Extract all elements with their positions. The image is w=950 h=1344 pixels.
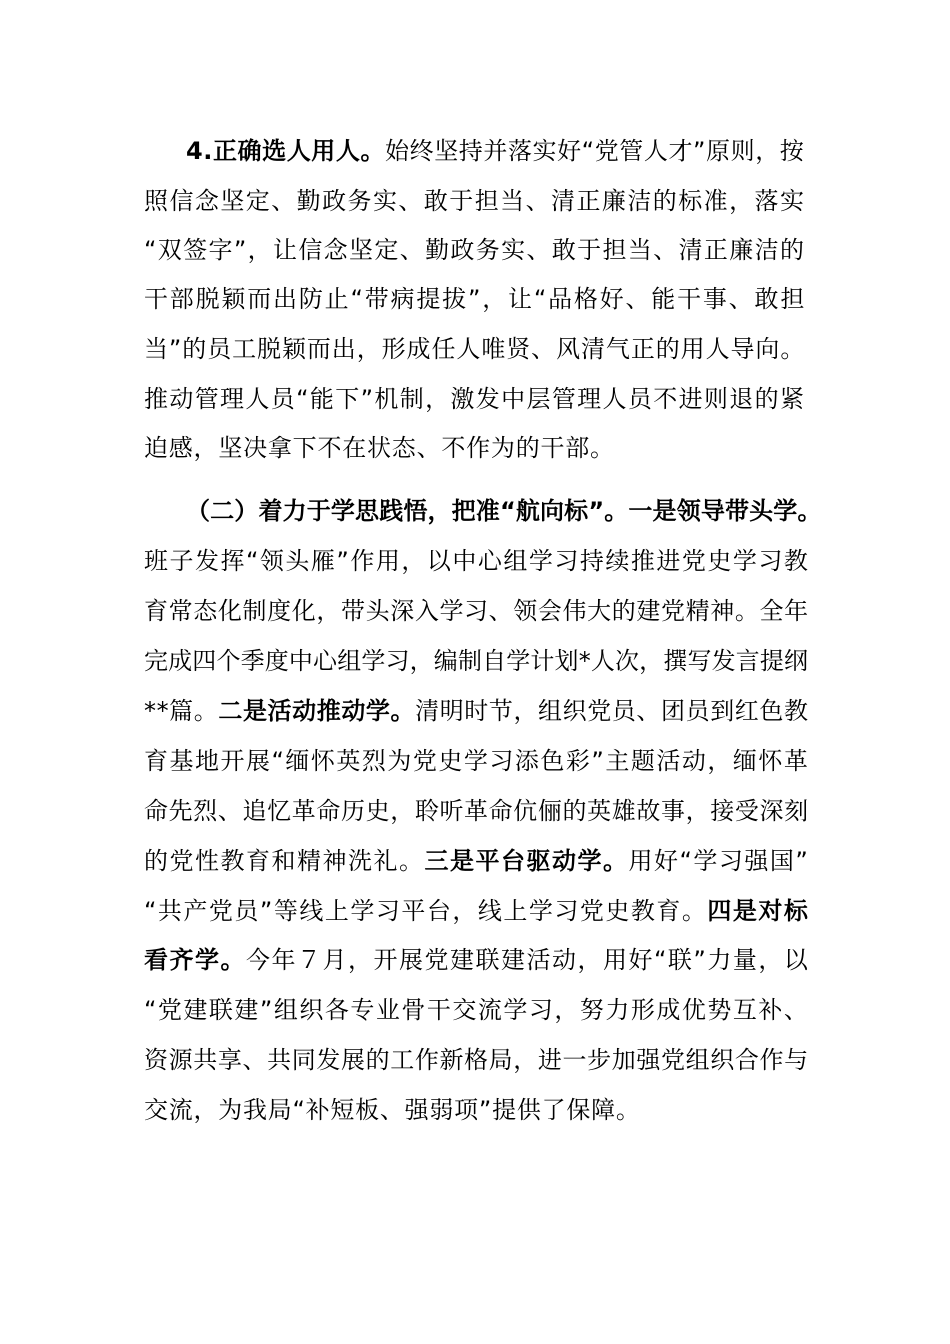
line-text: 今年７月，开展党建联建活动，用好“联”力量，以: [246, 946, 810, 974]
heading-select-people: 4.正确选人用人。: [186, 137, 386, 165]
line-text: 用好“学习强国”: [628, 847, 810, 875]
line-text: 育常态化制度化，带头深入学习、领会伟大的建党精神。全年: [144, 597, 809, 625]
text-line-5: [144, 334, 805, 364]
line-text: 干部脱颖而出防止“带病提拔”，让“品格好、能干事、敢担: [144, 285, 807, 313]
text-line-19: [144, 1045, 809, 1075]
line-text: 始终坚持并落实好“党管人才”原则，按: [385, 137, 805, 165]
line-text: 照信念坚定、勤政务实、敢于担当、清正廉洁的标准，落实: [144, 187, 806, 215]
text-line-1: [186, 136, 804, 166]
text-line-13: [144, 746, 809, 776]
bold-phrase: 四是对标: [707, 897, 810, 925]
line-text: 清明时节，组织党员、团员到红色教: [415, 697, 809, 725]
line-text: 交流，为我局“补短板、强弱项”提供了保障。: [144, 1096, 641, 1124]
line-text: 育基地开展“缅怀英烈为党史学习添色彩”主题活动，缅怀革: [144, 747, 810, 775]
line-text: 当”的员工脱颖而出，形成任人唯贤、风清气正的用人导向。: [144, 335, 806, 363]
line-text: 推动管理人员“能下”机制，激发中层管理人员不进则退的紧: [144, 385, 806, 413]
bold-phrase: 看齐学。: [144, 946, 246, 974]
line-text: 的党性教育和精神洗礼。: [144, 847, 425, 875]
text-line-18: [144, 995, 809, 1025]
text-line-14: [144, 796, 809, 826]
section-heading-text: （二）着力于学思践悟，把准“航向标”。一是领导带头学。: [186, 497, 822, 525]
line-text: “共产党员”等线上学习平台，线上学习党史教育。: [144, 897, 708, 925]
text-line-6: [144, 384, 805, 414]
line-text: 资源共享、共同发展的工作新格局，进一步加强党组织合作与: [144, 1046, 809, 1074]
text-line-10: [144, 596, 809, 626]
line-text: “双签字”，让信念坚定、勤政务实、敢于担当、清正廉洁的: [144, 236, 806, 264]
text-line-3: [144, 235, 805, 265]
text-line-2: [144, 186, 805, 216]
line-text: **篇。: [144, 697, 219, 725]
line-text: “党建联建”组织各专业骨干交流学习，努力形成优势互补、: [144, 996, 810, 1024]
text-line-16: [144, 896, 809, 926]
text-line-4: [144, 284, 806, 314]
text-line-15: [144, 846, 809, 876]
line-text: 班子发挥“领头雁”作用，以中心组学习持续推进党史学习教: [144, 547, 810, 575]
line-text: 完成四个季度中心组学习，编制自学计划*人次，撰写发言提纲: [144, 647, 809, 675]
text-line-9: [144, 546, 809, 576]
text-line-17: [144, 945, 809, 975]
text-line-12: [144, 696, 809, 726]
line-text: 命先烈、追忆革命历史，聆听革命伉俪的英雄故事，接受深刻: [144, 797, 809, 825]
text-line-11: [144, 646, 808, 676]
text-line-20: [144, 1095, 641, 1125]
bold-phrase: 二是活动推动学。: [218, 697, 416, 725]
line-text: 迫感，坚决拿下不在状态、不作为的干部。: [144, 434, 615, 462]
bold-phrase: 三是平台驱动学。: [424, 847, 629, 875]
section-heading-2: [186, 496, 822, 526]
text-line-7: [144, 433, 615, 463]
